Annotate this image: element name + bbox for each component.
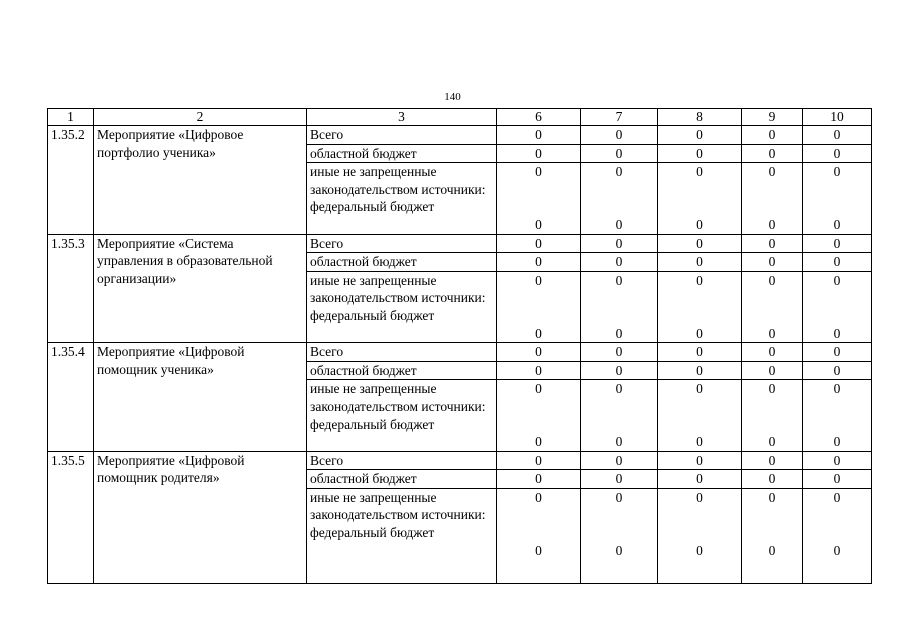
value-federal: 0 (768, 325, 776, 341)
value-federal: 0 (615, 216, 623, 232)
source-label-other: иные не запрещенные законодательством источники: (310, 164, 486, 197)
measure-code: 1.35.4 (48, 343, 94, 452)
value-cell: 0 (658, 361, 742, 380)
header-cell: 10 (803, 109, 872, 126)
value-cell: 0 (497, 451, 581, 470)
value-federal: 0 (535, 325, 542, 341)
source-label-other: иные не запрещенные законодательством источники: (310, 381, 486, 414)
source-label-regional: областной бюджет (307, 253, 497, 272)
value-cell: 0 (803, 451, 872, 470)
value-cell-group (581, 488, 658, 583)
measure-code: 1.35.3 (48, 234, 94, 343)
value-cell: 0 (742, 451, 803, 470)
source-label-group (307, 271, 497, 342)
value-other: 0 (535, 381, 542, 397)
value-cell: 0 (581, 234, 658, 253)
value-cell: 0 (497, 361, 581, 380)
source-label-group (307, 380, 497, 451)
header-cell: 9 (742, 109, 803, 126)
value-cell-group (497, 163, 581, 234)
value-cell: 0 (742, 470, 803, 489)
source-label-group (307, 163, 497, 234)
value-federal: 0 (696, 216, 703, 232)
value-cell: 0 (497, 343, 581, 362)
value-cell-group (742, 271, 803, 342)
measure-name: Мероприятие «Цифровой помощник родителя» (94, 451, 307, 584)
measure-code: 1.35.5 (48, 451, 94, 584)
header-cell: 2 (94, 109, 307, 126)
value-cell-group (803, 488, 872, 583)
value-cell-group (742, 380, 803, 451)
value-cell: 0 (658, 234, 742, 253)
value-cell: 0 (581, 361, 658, 380)
header-cell: 1 (48, 109, 94, 126)
value-other: 0 (696, 489, 703, 505)
source-label-group (307, 488, 497, 583)
measure-row-total (48, 234, 872, 253)
header-cell: 6 (497, 109, 581, 126)
value-federal: 0 (833, 434, 841, 450)
value-federal: 0 (615, 434, 623, 450)
value-cell: 0 (742, 234, 803, 253)
source-label-regional: областной бюджет (307, 144, 497, 163)
source-label-total: Всего (307, 343, 497, 362)
value-other: 0 (615, 489, 623, 505)
value-other: 0 (696, 164, 703, 180)
source-label-other: иные не запрещенные законодательством источники: (310, 272, 486, 306)
value-other: 0 (768, 489, 776, 505)
measure-name: Мероприятие «Цифровое портфолио ученика» (94, 126, 307, 235)
value-other: 0 (615, 381, 623, 397)
value-cell: 0 (658, 253, 742, 272)
measure-row-total (48, 451, 872, 470)
value-federal: 0 (615, 325, 623, 341)
value-federal: 0 (535, 542, 542, 558)
value-cell: 0 (658, 451, 742, 470)
header-cell: 3 (307, 109, 497, 126)
value-other: 0 (615, 272, 623, 288)
value-cell: 0 (803, 361, 872, 380)
value-other: 0 (535, 272, 542, 288)
header-cell: 8 (658, 109, 742, 126)
value-cell: 0 (658, 343, 742, 362)
value-other: 0 (696, 272, 703, 288)
value-cell: 0 (803, 144, 872, 163)
value-cell: 0 (742, 343, 803, 362)
value-cell: 0 (497, 126, 581, 145)
measure-code: 1.35.2 (48, 126, 94, 235)
source-label-federal: федеральный бюджет (310, 525, 435, 541)
value-cell: 0 (803, 234, 872, 253)
value-cell-group (742, 163, 803, 234)
value-federal: 0 (535, 216, 542, 232)
header-cell: 7 (581, 109, 658, 126)
value-cell: 0 (581, 253, 658, 272)
value-cell-group (803, 163, 872, 234)
value-cell: 0 (803, 253, 872, 272)
value-cell: 0 (803, 126, 872, 145)
value-cell: 0 (742, 126, 803, 145)
source-label-federal: федеральный бюджет (310, 199, 435, 215)
value-federal: 0 (768, 542, 776, 558)
value-cell: 0 (658, 144, 742, 163)
value-federal: 0 (833, 325, 841, 341)
value-federal: 0 (833, 216, 841, 232)
value-federal: 0 (768, 216, 776, 232)
value-federal: 0 (696, 325, 703, 341)
value-federal: 0 (768, 434, 776, 450)
value-other: 0 (768, 381, 776, 397)
value-cell: 0 (742, 361, 803, 380)
value-other: 0 (833, 489, 841, 505)
header-row (48, 109, 872, 126)
value-other: 0 (535, 489, 542, 505)
value-cell-group (803, 271, 872, 342)
value-cell-group (658, 488, 742, 583)
value-cell: 0 (581, 470, 658, 489)
value-cell: 0 (497, 234, 581, 253)
value-cell: 0 (497, 470, 581, 489)
value-cell: 0 (581, 144, 658, 163)
budget-table (47, 108, 872, 584)
source-label-other: иные не запрещенные законодательством источники: (310, 489, 486, 523)
source-label-regional: областной бюджет (307, 470, 497, 489)
value-federal: 0 (833, 542, 841, 558)
value-cell: 0 (742, 253, 803, 272)
value-cell: 0 (658, 470, 742, 489)
source-label-total: Всего (307, 451, 497, 470)
value-cell-group (658, 163, 742, 234)
value-other: 0 (833, 272, 841, 288)
value-federal: 0 (696, 542, 703, 558)
page-number: 140 (444, 91, 461, 103)
value-other: 0 (833, 164, 841, 180)
value-cell-group (497, 380, 581, 451)
value-other: 0 (833, 381, 841, 397)
value-cell-group (581, 163, 658, 234)
value-cell-group (658, 271, 742, 342)
value-cell: 0 (581, 126, 658, 145)
source-label-total: Всего (307, 126, 497, 145)
source-label-regional: областной бюджет (307, 361, 497, 380)
source-label-federal: федеральный бюджет (310, 307, 435, 323)
value-cell-group (581, 380, 658, 451)
measure-row-total (48, 343, 872, 362)
value-federal: 0 (696, 434, 703, 450)
measure-name: Мероприятие «Система управления в образовательной организации» (94, 234, 307, 343)
value-federal: 0 (615, 542, 623, 558)
value-other: 0 (768, 164, 776, 180)
value-cell-group (658, 380, 742, 451)
value-cell: 0 (497, 144, 581, 163)
measure-name: Мероприятие «Цифровой помощник ученика» (94, 343, 307, 452)
value-cell: 0 (581, 451, 658, 470)
value-cell-group (742, 488, 803, 583)
source-label-federal: федеральный бюджет (310, 416, 435, 432)
source-label-total: Всего (307, 234, 497, 253)
value-cell: 0 (803, 470, 872, 489)
measure-row-total (48, 126, 872, 145)
value-cell: 0 (581, 343, 658, 362)
value-cell: 0 (803, 343, 872, 362)
value-cell-group (803, 380, 872, 451)
value-cell: 0 (497, 253, 581, 272)
value-cell-group (581, 271, 658, 342)
value-other: 0 (615, 164, 623, 180)
table-body (48, 126, 872, 584)
value-cell: 0 (658, 126, 742, 145)
value-federal: 0 (535, 434, 542, 450)
value-other: 0 (768, 272, 776, 288)
value-cell: 0 (742, 144, 803, 163)
value-other: 0 (696, 381, 703, 397)
value-cell-group (497, 488, 581, 583)
value-other: 0 (535, 164, 542, 180)
value-cell-group (497, 271, 581, 342)
